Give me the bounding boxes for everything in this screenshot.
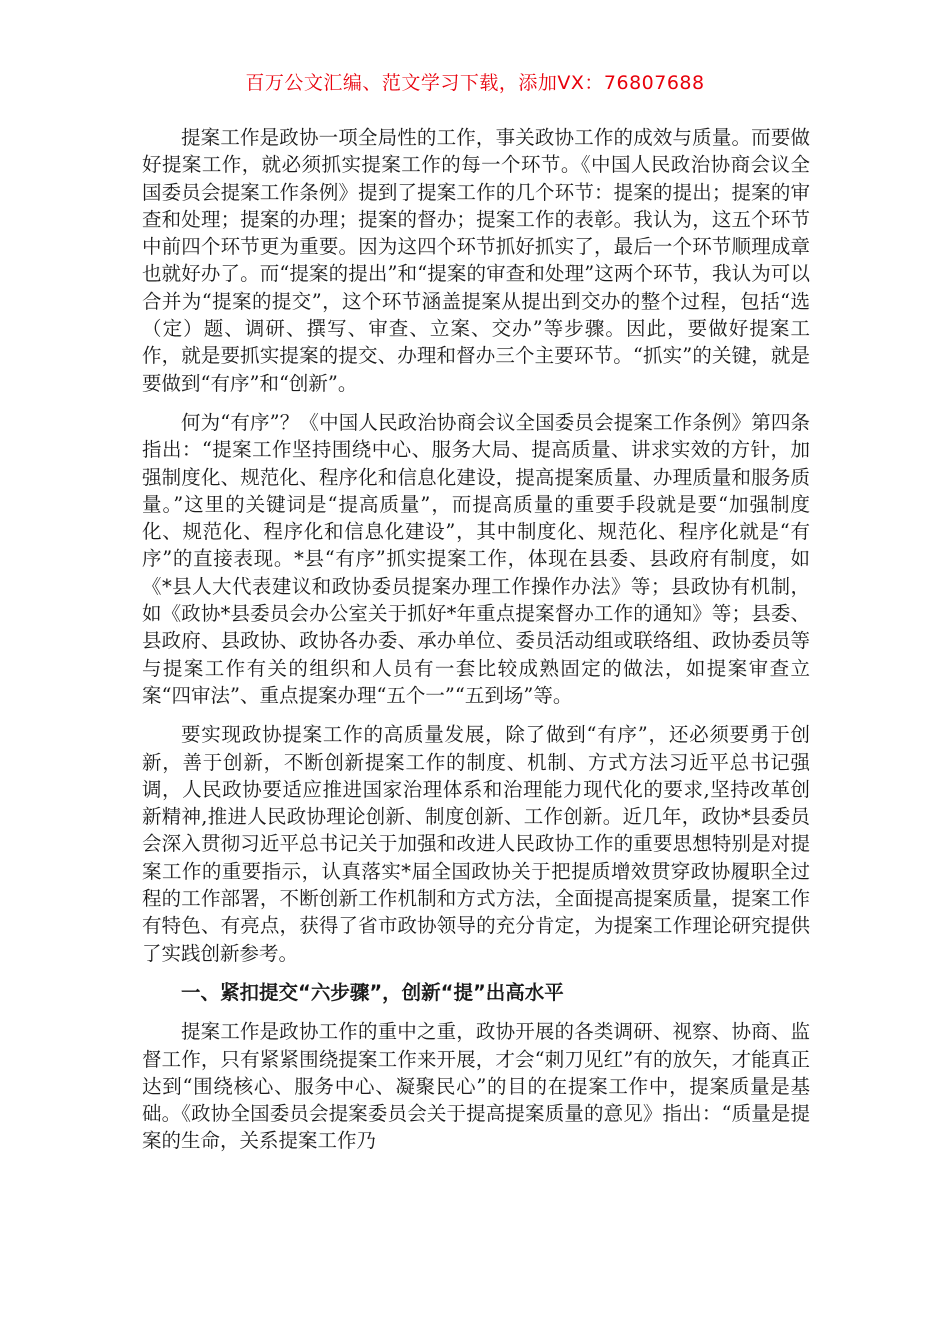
paragraph-1: 提案工作是政协一项全局性的工作，事关政协工作的成效与质量。而要做好提案工作，就必须抓实提案工作的每一个环节。《中国人民政治协商会议全国委员会提案工作条例》提到了提案工作的几个环节：提案的提出；提案的审查和处理；提案的办理；提案的督办；提案工作的表彰。我认为，这五个环节中前四个环节更为重要。因为这四个环节抓好抓实了，最后一个环节顺理成章也就好办了。而“提案的提出”和“提案的审查和处理”这两个环节，我认为可以合并为“提案的提交”，这个环节涵盖提案从提出到交办的整个过程，包括“选（定）题、调研、撰写、审查、立案、交办”等步骤。因此，要做好提案工作，就是要抓实提案的提交、办理和督办三个主要环节。“抓实”的关键，就是要做到“有序”和“创新”。 [142,126,810,395]
watermark-header: 百万公文汇编、范文学习下载，添加VX：76807688 [245,72,705,94]
paragraph-4: 提案工作是政协工作的重中之重，政协开展的各类调研、视察、协商、监督工作，只有紧紧围绕提案工作来开展，才会“刺刀见红”有的放矢，才能真正达到“围绕核心、服务中心、凝聚民心”的目的在提案工作中，提案质量是基础。《政协全国委员会提案委员会关于提高提案质量的意见》指出：“质量是提案的生命，关系提案工作乃 [142,1020,810,1153]
paragraph-3: 要实现政协提案工作的高质量发展，除了做到“有序”，还必须要勇于创新，善于创新，不断创新提案工作的制度、机制、方式方法习近平总书记强调，人民政协要适应推进国家治理体系和治理能力现代化的要求,坚持改革创新精神,推进人民政协理论创新、制度创新、工作创新。近几年，政协*县委员会深入贯彻习近平总书记关于加强和改进人民政协工作的重要思想特别是对提案工作的重要指示，认真落实*届全国政协关于把提质增效贯穿政协履职全过程的工作部署，不断创新工作机制和方式方法，全面提高提案质量，提案工作有特色、有亮点，获得了省市政协领导的充分肯定，为提案工作理论研究提供了实践创新参考。 [142,723,810,965]
section-heading: 一、紧扣提交“六步骤”，创新“提”出高水平 [181,980,564,1004]
paragraph-2: 何为“有序”？《中国人民政治协商会议全国委员会提案工作条例》第四条指出：“提案工作坚持围绕中心、服务大局、提高质量、讲求实效的方针，加强制度化、规范化、程序化和信息化建设，提高提案质量、办理质量和服务质量。”这里的关键词是“提高质量”，而提高质量的重要手段就是要“加强制度化、规范化、程序化和信息化建设”，其中制度化、规范化、程序化就是“有序”的直接表现。*县“有序”抓实提案工作，体现在县委、县政府有制度，如《*县人大代表建议和政协委员提案办理工作操作办法》等；县政协有机制，如《政协*县委员会办公室关于抓好*年重点提案督办工作的通知》等；县委、县政府、县政协、政协各办委、承办单位、委员活动组或联络组、政协委员等与提案工作有关的组织和人员有一套比较成熟固定的做法，如提案审查立案“四审法”、重点提案办理“五个一”“五到场”等。 [142,410,810,707]
document-body [142,124,810,1167]
